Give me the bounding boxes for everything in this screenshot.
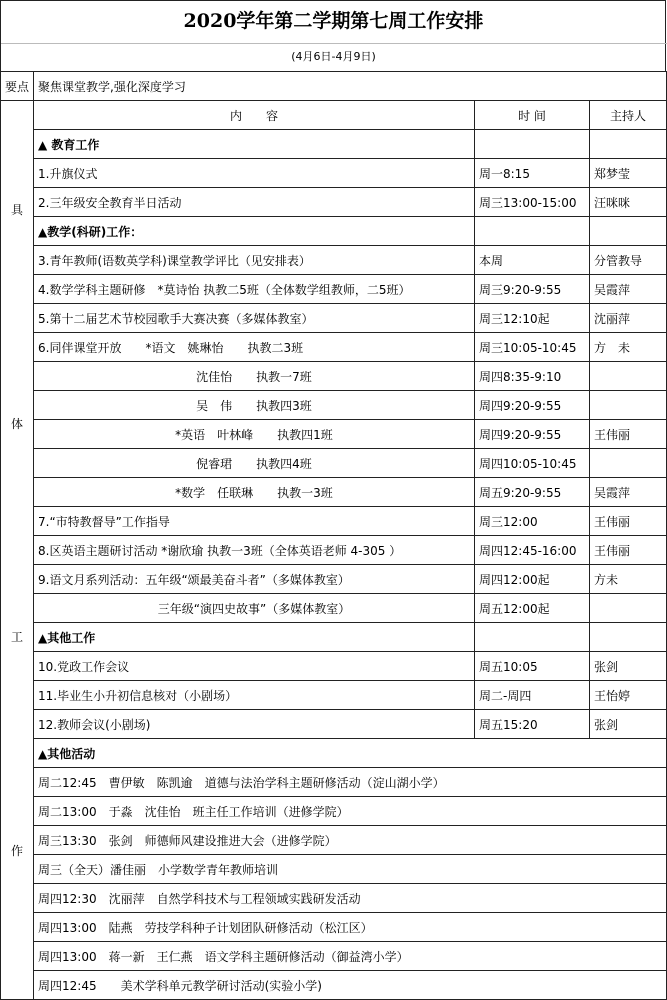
table-row [1,884,667,913]
time-cell: 周五9:20-9:55 [475,478,590,507]
content-cell: 5.第十二届艺术节校园歌手大赛决赛（多媒体教室） [34,304,475,333]
host-cell: 王怡婷 [590,681,667,710]
time-cell: 周五12:00起 [475,594,590,623]
time-cell: 周四8:35-9:10 [475,362,590,391]
table-row [1,275,667,304]
host-cell: 沈丽萍 [590,304,667,333]
table-row [1,188,667,217]
time-cell: 周一8:15 [475,159,590,188]
table-row [1,159,667,188]
host-cell [590,217,667,246]
time-cell [475,130,590,159]
section-row [1,623,667,652]
host-cell: 张剑 [590,652,667,681]
time-cell: 周四12:00起 [475,565,590,594]
host-cell: 吴霞萍 [590,478,667,507]
side-label-column [1,101,34,1000]
time-cell: 周三13:00-15:00 [475,188,590,217]
activity-cell: 周三（全天）潘佳丽 小学数学青年教师培训 [34,855,667,884]
table-row [1,391,667,420]
table-row [1,768,667,797]
side-label-ti: 体 [10,416,23,431]
host-cell: 王伟丽 [590,507,667,536]
content-cell: 6.同伴课堂开放 *语文 姚琳怡 执教二3班 [34,333,475,362]
content-cell: 4.数学学科主题研修 *莫诗怡 执教二5班（全体数学组教师，二5班） [34,275,475,304]
schedule-table [0,71,667,1000]
time-cell: 周四9:20-9:55 [475,420,590,449]
host-cell [590,594,667,623]
time-cell: 周四9:20-9:55 [475,391,590,420]
table-row [1,507,667,536]
table-row [1,594,667,623]
key-point-row [1,72,667,101]
side-label-ju: 具 [10,203,23,217]
host-cell: 张剑 [590,710,667,739]
host-cell [590,623,667,652]
table-row [1,565,667,594]
host-cell: 王伟丽 [590,420,667,449]
activity-cell: 周二12:45 曹伊敏 陈凯逾 道德与法治学科主题研修活动（淀山湖小学） [34,768,667,797]
table-row [1,362,667,391]
time-cell: 周三12:10起 [475,304,590,333]
activity-cell: 周四13:00 蒋一新 王仁燕 语文学科主题研修活动（御益湾小学） [34,942,667,971]
table-row [1,826,667,855]
host-cell: 方 未 [590,333,667,362]
table-row [1,246,667,275]
page-title: 2020学年第二学期第七周工作安排 [183,10,484,32]
time-cell [475,217,590,246]
date-range: (4月6日-4月9日) [291,50,376,63]
host-cell: 分管教导 [590,246,667,275]
host-cell [590,449,667,478]
host-cell: 汪咪咪 [590,188,667,217]
table-row [1,652,667,681]
host-cell: 王伟丽 [590,536,667,565]
table-row [1,797,667,826]
host-cell: 吴霞萍 [590,275,667,304]
side-label-zuo: 作 [10,843,23,858]
table-row [1,913,667,942]
time-cell: 周四12:45-16:00 [475,536,590,565]
host-cell [590,130,667,159]
header-row [1,101,667,130]
time-cell: 周三12:00 [475,507,590,536]
time-cell: 周三10:05-10:45 [475,333,590,362]
content-cell: 7.“市特教督导”工作指导 [34,507,475,536]
table-row [1,855,667,884]
section-title: ▲其他活动 [34,739,667,768]
section-title: ▲其他工作 [34,623,475,652]
key-point-label: 要点 [1,72,34,101]
content-cell: 10.党政工作会议 [34,652,475,681]
time-cell: 周五15:20 [475,710,590,739]
table-row [1,304,667,333]
section-row [1,217,667,246]
activity-cell: 周四12:45 美术学科单元教学研讨活动(实验小学) [34,971,667,1000]
activity-cell: 周四12:30 沈丽萍 自然学科技术与工程领域实践研发活动 [34,884,667,913]
content-cell: 12.教师会议(小剧场) [34,710,475,739]
table-row [1,710,667,739]
time-cell: 周四10:05-10:45 [475,449,590,478]
time-cell: 周五10:05 [475,652,590,681]
host-header: 主持人 [590,101,667,130]
table-row [1,478,667,507]
content-cell: 3.青年教师(语数英学科)课堂教学评比（见安排表） [34,246,475,275]
content-cell: 吴 伟 执教四3班 [34,391,475,420]
table-row [1,333,667,362]
time-cell [475,623,590,652]
table-row [1,681,667,710]
host-cell [590,362,667,391]
section-title: ▲教学(科研)工作： [34,217,475,246]
time-cell: 周二-周四 [475,681,590,710]
table-row [1,420,667,449]
table-row [1,536,667,565]
section-row [1,739,667,768]
content-cell: 沈佳怡 执教一7班 [34,362,475,391]
host-cell: 方未 [590,565,667,594]
content-cell: 11.毕业生小升初信息核对（小剧场） [34,681,475,710]
key-point-text: 聚焦课堂教学,强化深度学习 [34,72,667,101]
content-header: 内 容 [34,101,475,130]
activity-cell: 周三13:30 张剑 师德师风建设推进大会（进修学院） [34,826,667,855]
time-cell: 周三9:20-9:55 [475,275,590,304]
content-cell: 8.区英语主题研讨活动 *谢欣瑜 执教一3班（全体英语老师 4-305 ） [34,536,475,565]
section-title: ▲ 教育工作 [34,130,475,159]
table-row [1,971,667,1000]
table-row [1,449,667,478]
section-row [1,130,667,159]
content-cell: 三年级“演四史故事”（多媒体教室） [34,594,475,623]
content-cell: 9.语文月系列活动：五年级“颂最美奋斗者”（多媒体教室） [34,565,475,594]
activity-cell: 周四13:00 陆燕 劳技学科种子计划团队研修活动（松江区） [34,913,667,942]
host-cell [590,391,667,420]
side-label-gong: 工 [10,630,23,645]
content-cell: 1.升旗仪式 [34,159,475,188]
table-row [1,942,667,971]
content-cell: 倪睿珺 执教四4班 [34,449,475,478]
content-cell: *数学 任联琳 执教一3班 [34,478,475,507]
content-cell: *英语 叶林峰 执教四1班 [34,420,475,449]
time-cell: 本周 [475,246,590,275]
time-header: 时 间 [475,101,590,130]
content-cell: 2.三年级安全教育半日活动 [34,188,475,217]
host-cell: 郑梦莹 [590,159,667,188]
activity-cell: 周二13:00 于淼 沈佳怡 班主任工作培训（进修学院） [34,797,667,826]
